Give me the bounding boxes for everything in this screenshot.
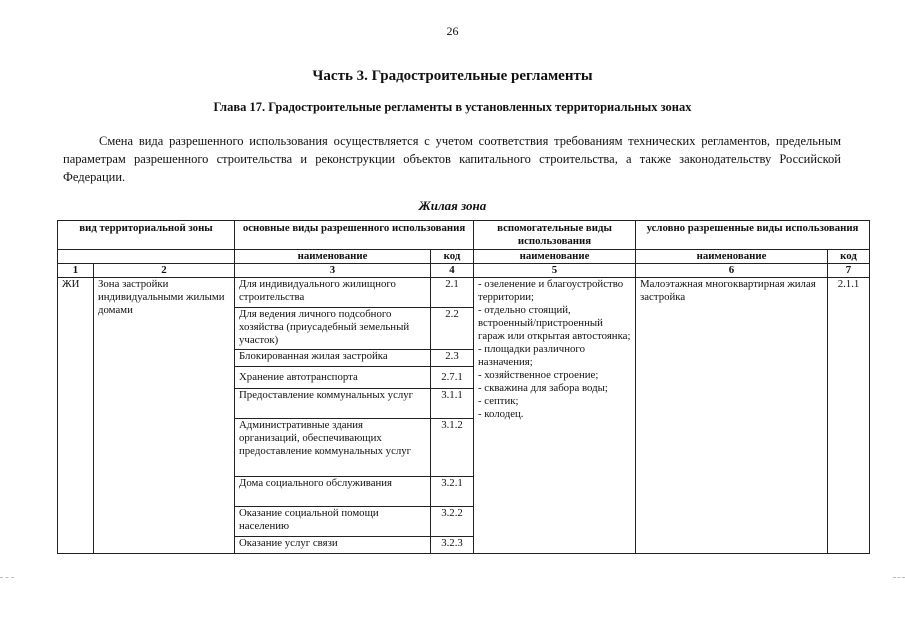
column-number-row [58, 264, 870, 278]
column-number: 6 [636, 264, 828, 278]
main-use-name: Для индивидуального жилищного строительства [235, 278, 431, 308]
main-use-name: Хранение автотранспорта [235, 367, 431, 389]
column-number: 5 [474, 264, 636, 278]
main-use-code: 3.2.3 [431, 537, 474, 554]
column-number: 3 [235, 264, 431, 278]
aux-use-item: - скважина для забора воды; [478, 382, 608, 394]
main-use-name: Административные здания организаций, обеспечивающих предоставление коммунальных услуг [235, 419, 431, 477]
main-use-name: Дома социального обслуживания [235, 477, 431, 507]
cond-use-name: Малоэтажная многоквартирная жилая застройка [636, 278, 828, 554]
main-use-code: 2.2 [431, 308, 474, 350]
aux-use-item: - площадки различного назначения; [478, 343, 585, 368]
main-use-code: 2.1 [431, 278, 474, 308]
table-header-row [58, 221, 870, 250]
column-number: 4 [431, 264, 474, 278]
zone-name: Зона застройки индивидуальными жилыми домами [94, 278, 235, 554]
header-main-uses: основные виды разрешенного использования [235, 221, 474, 250]
intro-paragraph: Смена вида разрешенного использования осуществляется с учетом соответствия требованиям технических регламентов, предельным параметрам разрешенного строительства и реконструкции объектов капитального строительства, а также законодательству Российской Федерации. [63, 134, 841, 184]
main-use-code: 2.7.1 [431, 367, 474, 389]
header-zone-type: вид территориальной зоны [58, 221, 235, 250]
zoning-table [57, 220, 870, 554]
chapter-title: Глава 17. Градостроительные регламенты в установленных территориальных зонах [213, 100, 692, 114]
zone-title: Жилая зона [418, 198, 487, 213]
main-use-name: Оказание услуг связи [235, 537, 431, 554]
aux-use-item: - колодец. [478, 408, 524, 420]
aux-use-item: - отдельно стоящий, встроенный/пристроенный гараж или открытая автостоянка; [478, 304, 631, 342]
cond-use-code: 2.1.1 [828, 278, 870, 554]
main-use-code: 3.2.2 [431, 507, 474, 537]
aux-uses-cell [474, 278, 636, 554]
subheader-main-code: код [431, 250, 474, 264]
main-use-name: Блокированная жилая застройка [235, 350, 431, 367]
subheader-cond-code: код [828, 250, 870, 264]
table-row [58, 278, 870, 308]
aux-use-item: - септик; [478, 395, 519, 407]
column-number: 7 [828, 264, 870, 278]
column-number: 2 [94, 264, 235, 278]
main-use-code: 3.1.1 [431, 389, 474, 419]
subheader-empty [58, 250, 235, 264]
scan-edge-mark-left [0, 577, 14, 579]
main-use-code: 3.2.1 [431, 477, 474, 507]
column-number: 1 [58, 264, 94, 278]
page-number: 26 [446, 24, 459, 38]
main-use-name: Для ведения личного подсобного хозяйства (приусадебный земельный участок) [235, 308, 431, 350]
main-use-name: Оказание социальной помощи населению [235, 507, 431, 537]
header-cond-uses: условно разрешенные виды использования [636, 221, 870, 250]
header-aux-uses: вспомогательные виды использования [474, 221, 636, 250]
aux-use-item: - озеленение и благоустройство территории; [478, 278, 624, 303]
table-subheader-row [58, 250, 870, 264]
subheader-cond-name: наименование [636, 250, 828, 264]
main-use-code: 3.1.2 [431, 419, 474, 477]
zone-code: ЖИ [58, 278, 94, 554]
scan-edge-mark-right [893, 577, 905, 579]
main-use-code: 2.3 [431, 350, 474, 367]
subheader-aux-name: наименование [474, 250, 636, 264]
subheader-main-name: наименование [235, 250, 431, 264]
aux-use-item: - хозяйственное строение; [478, 369, 599, 381]
main-use-name: Предоставление коммунальных услуг [235, 389, 431, 419]
part-title: Часть 3. Градостроительные регламенты [312, 68, 593, 84]
